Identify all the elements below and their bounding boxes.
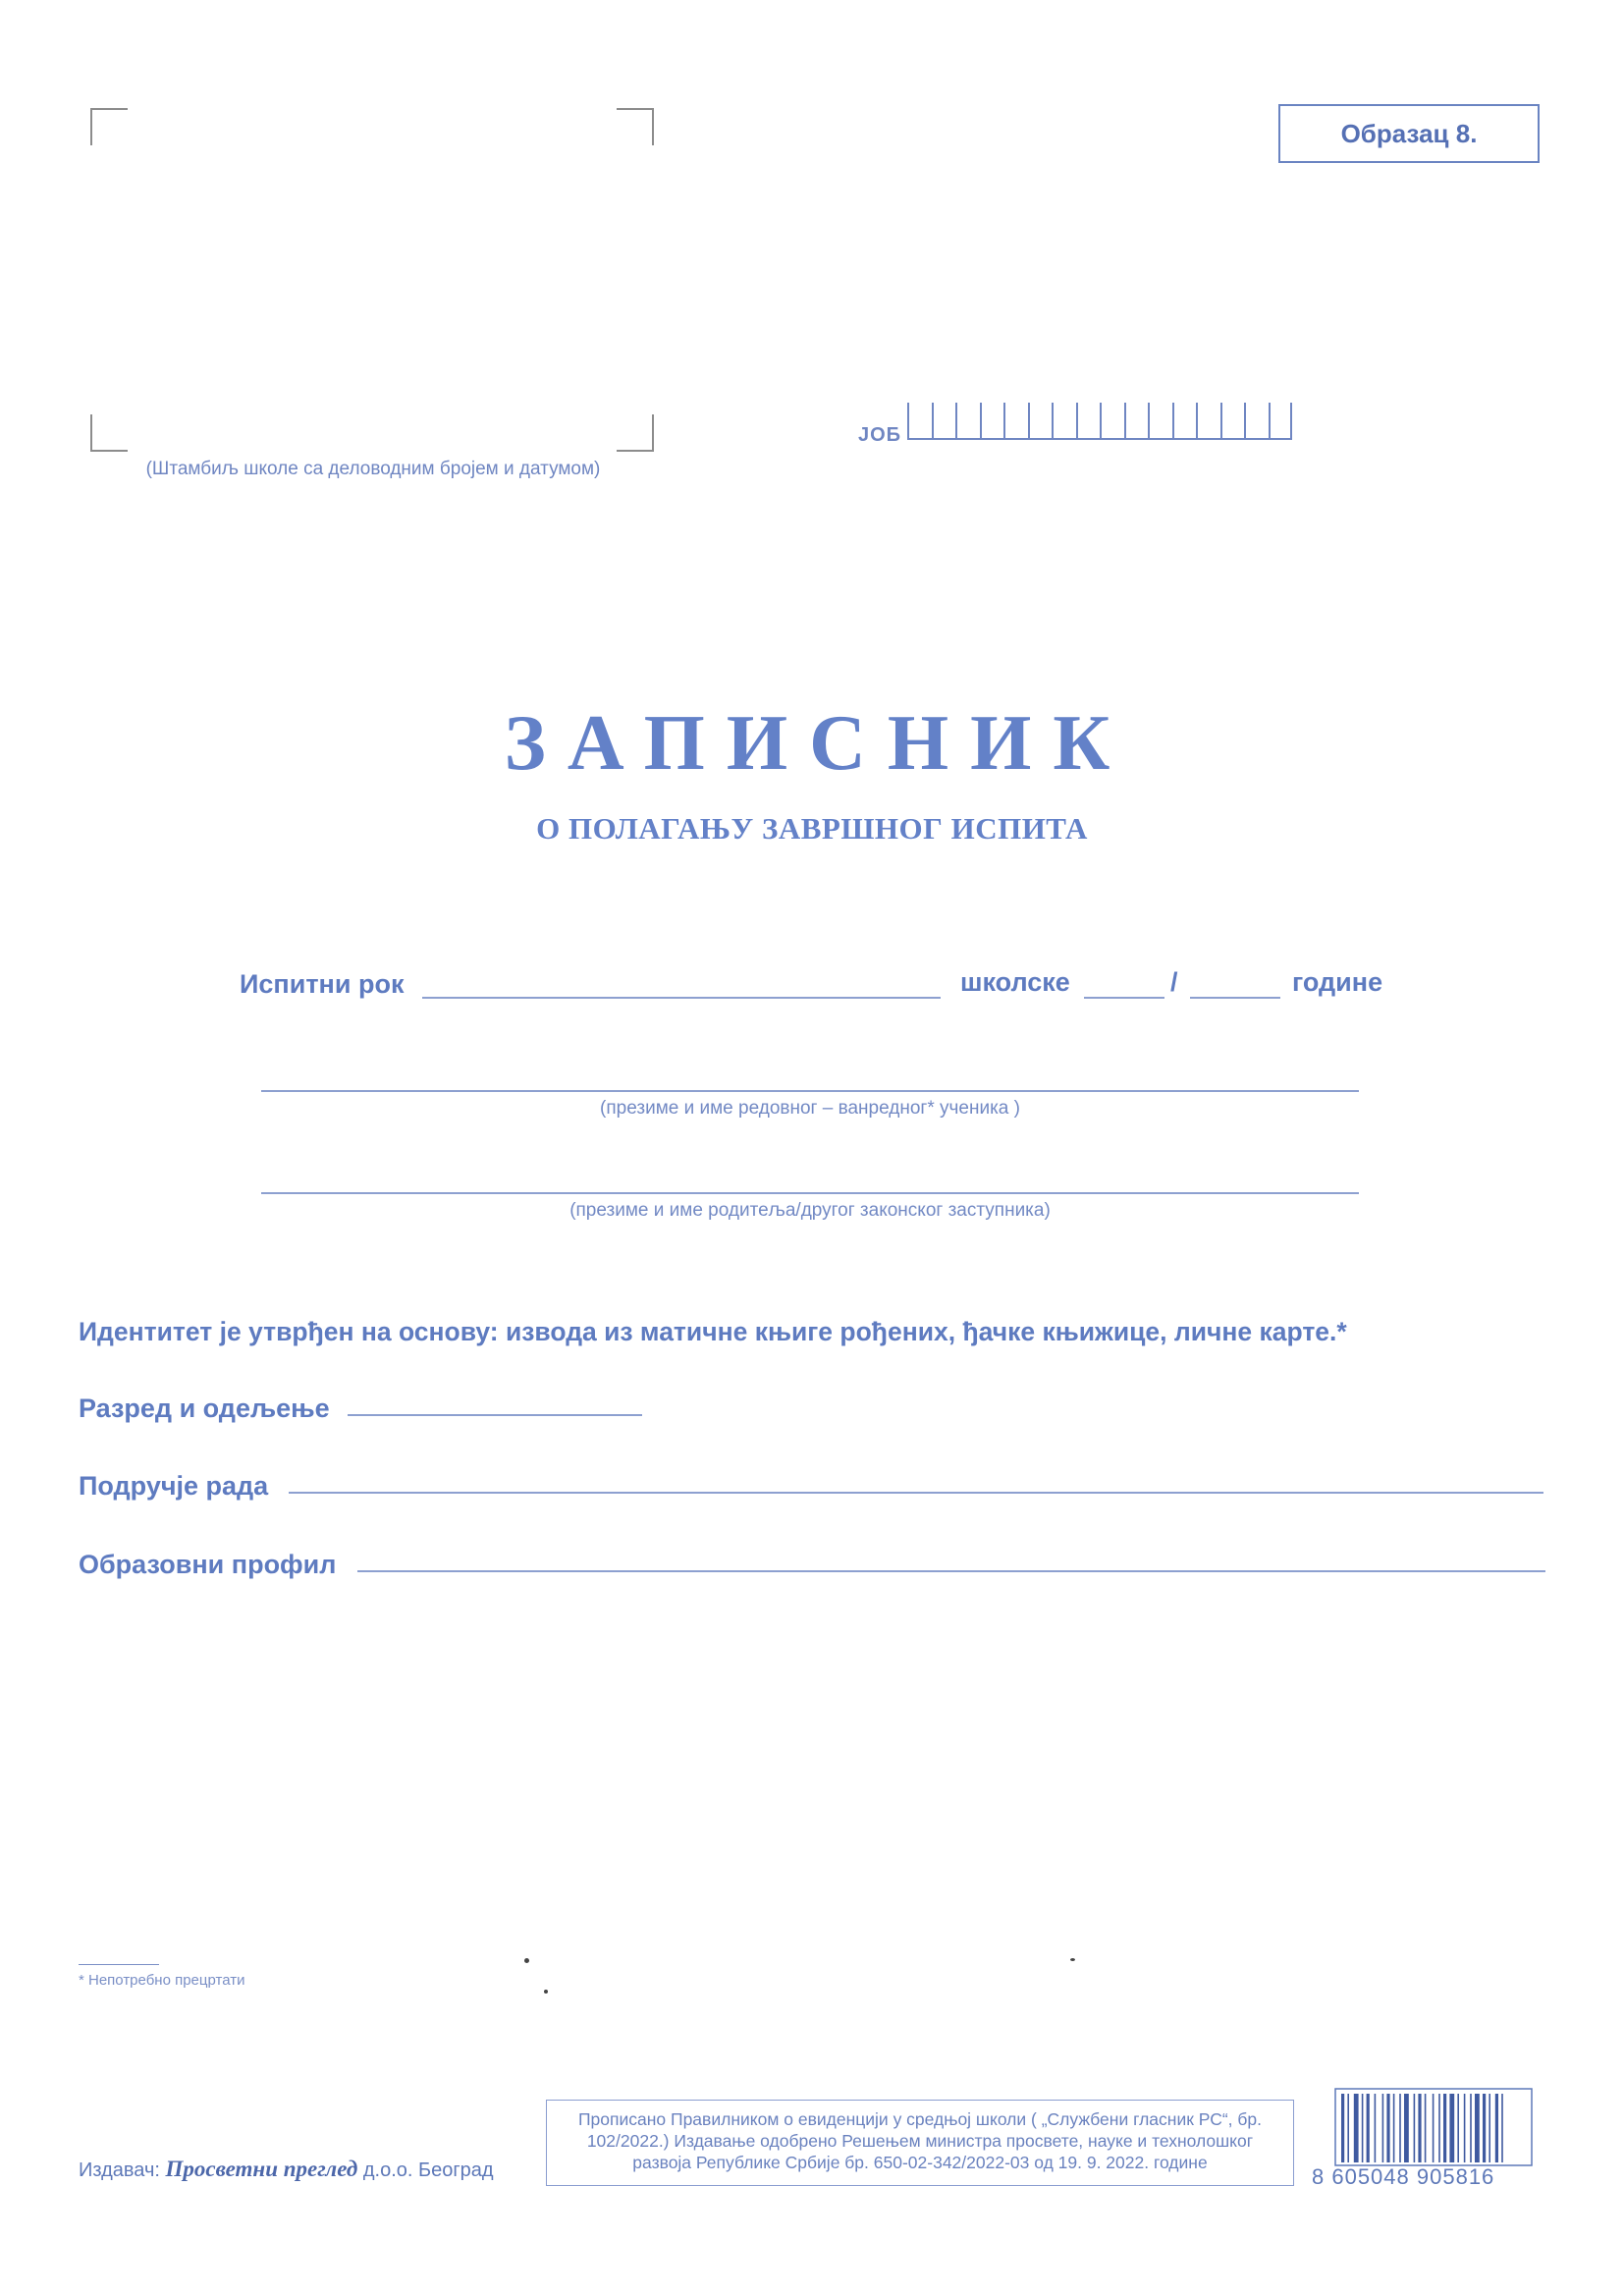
field-of-work-label: Подручје рада [79, 1471, 269, 1501]
scan-speck [1070, 1958, 1075, 1961]
job-label: ЈОБ [858, 424, 902, 446]
form-number-label: Образац 8. [1340, 118, 1478, 148]
job-digit-box[interactable] [955, 403, 980, 440]
school-year-slash: / [1170, 967, 1178, 997]
publisher-prefix: Издавач: [79, 2159, 160, 2181]
form-number-box [1278, 104, 1540, 163]
job-digit-box[interactable] [1003, 403, 1028, 440]
job-digit-box[interactable] [980, 403, 1004, 440]
year-label: године [1292, 967, 1383, 997]
publisher-line [79, 2157, 494, 2182]
student-name-field[interactable] [261, 1090, 1359, 1092]
job-digit-box[interactable] [907, 403, 932, 440]
job-digit-box[interactable] [1100, 403, 1124, 440]
stamp-corner-bottom-right [617, 414, 654, 452]
job-digit-box[interactable] [1172, 403, 1197, 440]
field-of-work-field[interactable] [289, 1492, 1543, 1494]
job-digit-box[interactable] [1076, 403, 1101, 440]
scan-speck [524, 1958, 529, 1963]
exam-period-field[interactable] [422, 997, 941, 999]
job-digit-box[interactable] [1052, 403, 1076, 440]
job-digit-box[interactable] [932, 403, 956, 440]
stamp-corner-bottom-left [90, 414, 128, 452]
student-name-caption: (презиме и име редовног – ванредног* ученика ) [600, 1098, 1020, 1119]
job-digit-box[interactable] [1148, 403, 1172, 440]
publisher-logo: Просветни преглед [165, 2157, 358, 2181]
job-digit-box[interactable] [1220, 403, 1245, 440]
job-digit-box[interactable] [1244, 403, 1269, 440]
job-digit-box[interactable] [1196, 403, 1220, 440]
class-field[interactable] [348, 1414, 642, 1416]
job-digit-box[interactable] [1124, 403, 1149, 440]
parent-name-caption: (презиме и име родитеља/другог законског заступника) [569, 1200, 1051, 1221]
parent-name-field[interactable] [261, 1192, 1359, 1194]
school-year-start-field[interactable] [1084, 997, 1164, 999]
educational-profile-label: Образовни профил [79, 1550, 337, 1579]
regulation-notice: Прописано Правилником о евиденцији у средњој школи ( „Службени гласник РС“, бр. 102/2022.) Издавање одобрено Решењем министра просвете, науке и технолошког развоја Републике Србије бр. 650-02-342/2022-03 од 19. 9. 2022. године [546, 2100, 1294, 2186]
stamp-caption: (Штамбиљ школе са деловодним бројем и датумом) [145, 459, 601, 479]
educational-profile-field[interactable] [357, 1570, 1545, 1572]
school-year-label: школске [960, 967, 1070, 997]
job-number-boxes[interactable] [907, 403, 1292, 440]
stamp-corner-top-left [90, 108, 128, 145]
job-digit-box[interactable] [1028, 403, 1053, 440]
footnote: * Непотребно прецртати [79, 1972, 245, 1989]
stamp-corner-top-right [617, 108, 654, 145]
document-title: ЗАПИСНИК [504, 700, 1132, 787]
school-year-end-field[interactable] [1190, 997, 1280, 999]
document-subtitle: О ПОЛАГАЊУ ЗАВРШНОГ ИСПИТА [536, 811, 1088, 846]
scan-speck [544, 1990, 548, 1994]
barcode-number: 8 605048 905816 [1312, 2164, 1495, 2189]
job-digit-box[interactable] [1269, 403, 1293, 440]
footnote-rule [79, 1964, 159, 1965]
exam-period-label: Испитни рок [240, 969, 405, 999]
identity-statement: Идентитет је утврђен на основу: извода из матичне књиге рођених, ђачке књижице, личне карте.* [79, 1317, 1347, 1346]
class-label: Разред и одељење [79, 1394, 330, 1423]
publisher-suffix: д.о.о. Београд [362, 2159, 494, 2181]
